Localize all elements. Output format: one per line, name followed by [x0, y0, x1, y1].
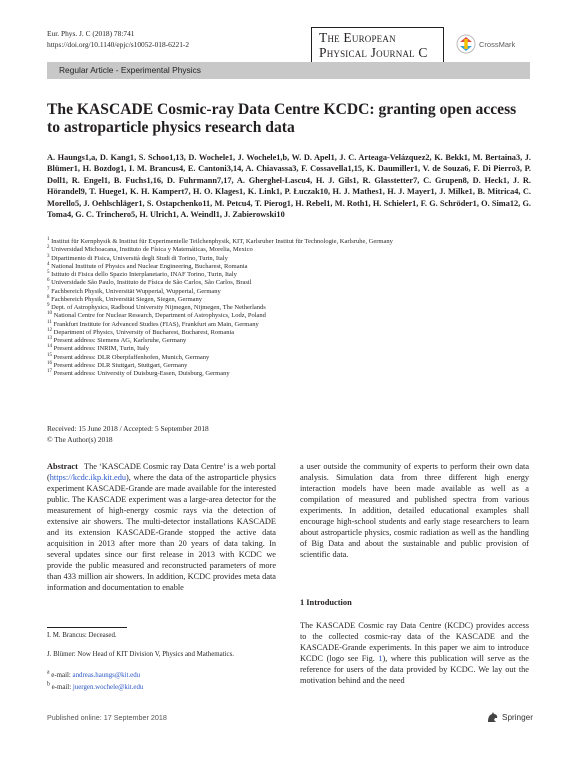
dates-block [47, 423, 209, 445]
kcdc-url-link[interactable]: https://kcdc.ikp.kit.edu [49, 473, 127, 482]
journal-reference: Eur. Phys. J. C (2018) 78:741 [47, 29, 135, 38]
abstract-continued [300, 461, 529, 560]
affiliation-item [47, 255, 531, 263]
affiliation-text: Fachbereich Physik, Universität Siegen, Siegen, Germany [51, 295, 203, 303]
affiliation-number: 15 [47, 352, 52, 358]
footnote-deceased: I. M. Brancus: Deceased. [47, 632, 117, 639]
affiliation-item [47, 279, 531, 287]
springer-horse-icon [486, 711, 499, 723]
affiliation-number: 12 [47, 327, 52, 333]
affiliation-item [47, 354, 531, 362]
affiliation-item [47, 337, 531, 345]
affiliation-item [47, 238, 531, 246]
affiliation-item [47, 370, 531, 378]
affiliation-item [47, 296, 531, 304]
email-link-wochele[interactable]: juergen.wochele@kit.edu [72, 684, 144, 691]
affiliation-text: Istituto di Fisica dello Spazio Interplanetario, INAF Torino, Turin, Italy [51, 271, 237, 278]
affiliation-item [47, 246, 531, 254]
affiliation-item [47, 329, 531, 337]
affiliation-number: 9 [47, 302, 50, 308]
introduction-text [300, 620, 529, 686]
authors-text: A. Haungs1,a, D. Kang1, S. Schoo1,13, D. Wochele1, J. Wochele1,b, W. D. Apel1, J. C. Arteaga-Velázquez2, K. Bekk1, M. Bertaina3, J. Blümer1, H. Bozdog1, I. M. Brancus4, E. Cantoni3,14, A. Chiavassa3, F. Cossavella1,15, K. Daumiller1, V. de Souza6, F. Di Pierro3, P. Doll1, R. Engel1, B. Fuchs1,16, D. Fuhrmann7,17, A. Gherghel-Lascu4, H. J. Gils1, R. Glasstetter7, C. Grupen8, D. Heck1, J. R. Hörandel9, T. Huege1, K. H. Kampert7, H. O. Klages1, K. Link1, P. Łuczak10, H. J. Mathes1, H. J. Mayer1, J. Milke1, B. Mitrica4, C. Morello5, J. Oehlschläger1, S. Ostapchenko11, M. Petcu4, T. Pierog1, H. Rebel1, M. Roth1, H. Schieler1, F. G. Schröder1, O. Sima12, G. Toma4, G. C. Trinchero5, H. Ulrich1, A. Weindl1, J. Zabierowski10 [47, 153, 531, 220]
intro-text-2: ), where this publication will serve as the reference for users of the data provided by KCDC. We lay out the motivation behind and the need [300, 654, 529, 685]
footnote-email-a [47, 671, 140, 680]
springer-label: Springer [502, 712, 533, 722]
affiliation-text: Dept. of Astrophysics, Radboud University Nijmegen, Nijmegen, The Netherlands [51, 304, 266, 311]
springer-logo [486, 711, 533, 723]
published-online: Published online: 17 September 2018 [47, 713, 167, 722]
affiliation-number: 6 [47, 278, 50, 284]
affiliation-text: Frankfurt Institute for Advanced Studies (FIAS), Frankfurt am Main, Germany [53, 320, 259, 328]
affiliation-item [47, 362, 531, 370]
affiliation-number: 11 [47, 319, 52, 325]
affiliation-text: Universidad Michoacana, Instituto de Física y Matemáticas, Morelia, Mexico [51, 246, 253, 254]
footnote-bluemer: J. Blümer: Now Head of KIT Division V, Physics and Mathematics. [47, 651, 234, 658]
affiliation-text: Present address: University of Duisburg-Essen, Duisburg, Germany [53, 370, 230, 377]
footnote-email-b [47, 683, 143, 692]
affiliation-text: Department of Physics, University of Bucharest, Bucharest, Romania [53, 328, 235, 336]
paper-title: The KASCADE Cosmic-ray Data Centre KCDC: granting open access to astroparticle physics research data [47, 101, 517, 136]
affiliation-item [47, 271, 531, 279]
epj-logo [311, 27, 444, 63]
affiliation-text: Present address: DLR Stuttgart, Stuttgart, Germany [53, 361, 188, 369]
affiliation-text: Dipartimento di Fisica, Università degli Studi di Torino, Turin, Italy [51, 254, 228, 262]
copyright: © The Author(s) 2018 [47, 435, 113, 444]
email-label-b: e-mail: [51, 684, 73, 691]
email-link-haungs[interactable]: andreas.haungs@kit.edu [72, 672, 141, 679]
footnote-rule [47, 627, 127, 628]
affiliation-number: 4 [47, 261, 50, 267]
affiliation-item [47, 321, 531, 329]
affiliation-number: 2 [47, 245, 50, 251]
affiliation-number: 10 [47, 311, 52, 317]
abstract-text-1: The ‘KASCADE Cosmic ray Data Centre’ is a web portal ( [47, 462, 276, 482]
affiliation-text: Universidade São Paulo, Instituto de Física de São Carlos, São Carlos, Brasil [51, 279, 252, 287]
affiliation-text: Present address: DLR Oberpfaffenhofen, Munich, Germany [53, 353, 210, 361]
affiliation-text: National Centre for Nuclear Research, Department of Astrophysics, Lodz, Poland [53, 312, 266, 320]
figure-1-link[interactable]: 1 [378, 654, 383, 663]
journal-header [47, 29, 189, 50]
affiliation-text: Present address: INRIM, Turin, Italy [53, 345, 149, 353]
footnote-mark-b: b [47, 681, 50, 688]
article-type: Regular Article - Experimental Physics [59, 65, 201, 75]
affiliation-number: 17 [47, 368, 52, 374]
crossmark-icon [456, 34, 476, 54]
logo-line-1: The European [319, 30, 396, 45]
affiliation-number: 1 [47, 236, 50, 242]
received-accepted: Received: 15 June 2018 / Accepted: 5 September 2018 [47, 424, 209, 433]
article-type-bar [47, 62, 530, 79]
abstract-continued-text: a user outside the community of experts to perform their own data analysis. Simulation data from three different high energy interaction models have been made available as well as a compilation of measured and published spectra from various experiments. In addition, detailed educational examples shall encourage high-school students and early stage researchers to learn about astroparticle physics, cosmic radiation as well as the handling of Big Data and about the sustainable and public provision of scientific data. [300, 462, 529, 559]
affiliation-list [47, 238, 531, 378]
crossmark-badge[interactable] [456, 34, 515, 54]
affiliation-number: 13 [47, 335, 52, 341]
logo-line-2: Physical Journal C [319, 44, 428, 60]
affiliation-number: 16 [47, 360, 52, 366]
affiliation-item [47, 288, 531, 296]
author-list [47, 152, 531, 220]
affiliation-item [47, 312, 531, 320]
affiliation-number: 5 [47, 269, 50, 275]
footnote-mark-a: a [47, 669, 50, 676]
doi-link[interactable]: https://doi.org/10.1140/epjc/s10052-018-6221-2 [47, 39, 190, 49]
crossmark-label: CrossMark [479, 39, 516, 49]
affiliation-item [47, 263, 531, 271]
abstract-text-2: ), where the data of the astroparticle physics experiment KASCADE-Grande are made available for the interested public. The KASCADE experiment was a large-area detector for the measurement of high-energy cosmic rays via the detection of extensive air showers. The multi-detector installations KASCADE and its extension KASCADE-Grande stopped the active data acquisition in 2013 after more than 20 years of data taking. In several updates since our first release in 2013 with KCDC we provide the public measured and reconstructed parameters of more than 433 million air showers. In addition, KCDC provides meta data information and documentation to enable [47, 473, 276, 592]
affiliation-number: 14 [47, 344, 52, 350]
affiliation-number: 3 [47, 253, 50, 259]
affiliation-item [47, 304, 531, 312]
email-label-a: e-mail: [51, 672, 73, 679]
intro-text-1: The KASCADE Cosmic ray Data Centre (KCDC) provides access to the collected cosmic-ray data of the KASCADE and the KASCADE-Grande experiments. In this paper we aim to introduce KCDC (logo see Fig. [300, 621, 529, 663]
affiliation-number: 7 [47, 286, 50, 292]
abstract [47, 461, 276, 593]
affiliation-item [47, 345, 531, 353]
introduction-heading: 1 Introduction [300, 598, 352, 607]
abstract-heading: Abstract [47, 462, 78, 471]
affiliation-number: 8 [47, 294, 50, 300]
affiliation-text: National Institute of Physics and Nuclear Engineering, Bucharest, Romania [51, 262, 248, 270]
affiliation-text: Fachbereich Physik, Universität Wuppertal, Wuppertal, Germany [51, 287, 221, 295]
affiliation-text: Present address: Siemens AG, Karlsruhe, Germany [53, 337, 187, 344]
affiliation-text: Institut für Kernphysik & Institut für Experimentelle Teilchenphysik, KIT, Karlsruher Institut für Technologie, Karlsruhe, Germany [51, 238, 393, 245]
